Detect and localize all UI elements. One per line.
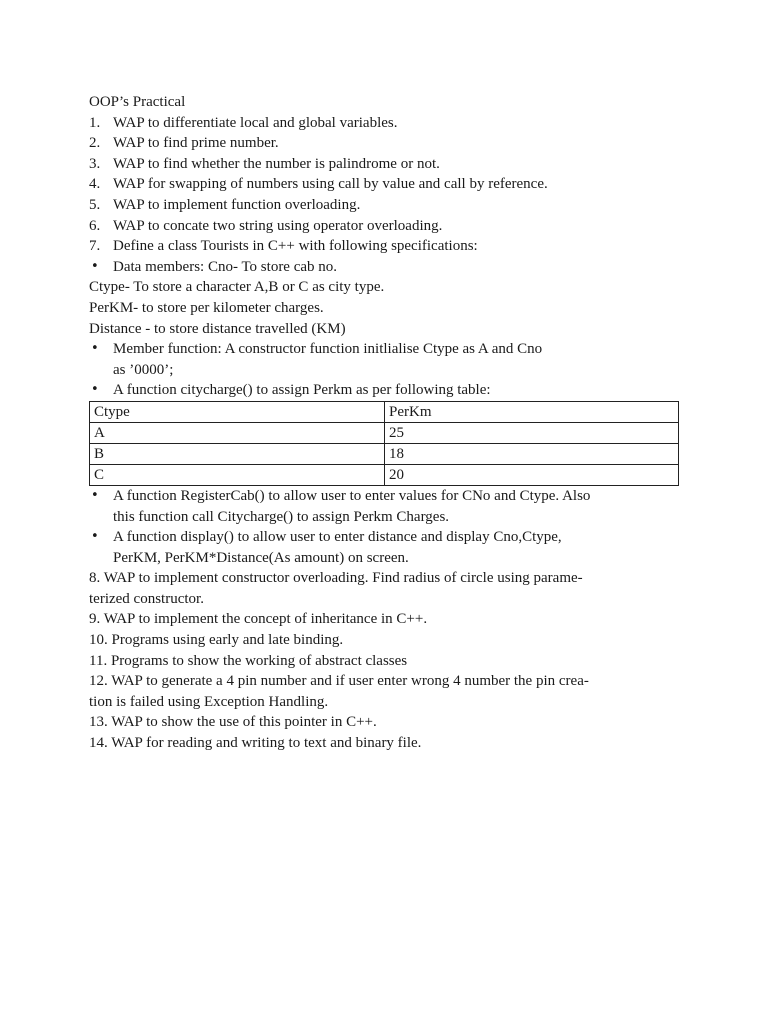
- bullet-item-data-members: [89, 257, 689, 278]
- bullet-icon: •: [91, 529, 99, 545]
- bullet-text-line: PerKM, PerKM*Distance(As amount) on screen.: [113, 549, 409, 566]
- item-number: 1.: [89, 114, 101, 131]
- table-cell: B: [90, 443, 385, 464]
- table-cell: 25: [385, 422, 679, 443]
- practical-line: 9. WAP to implement the concept of inheritance in C++.: [89, 611, 428, 628]
- practical-line: 11. Programs to show the working of abstract classes: [89, 652, 408, 669]
- document-page: [89, 92, 689, 754]
- practical-line: 14. WAP for reading and writing to text and binary file.: [89, 735, 422, 752]
- practical-line: 13. WAP to show the use of this pointer in C++.: [89, 714, 377, 731]
- item-text: Define a class Tourists in C++ with following specifications:: [113, 238, 478, 255]
- item-text: WAP to find prime number.: [113, 135, 279, 152]
- practical-line: 12. WAP to generate a 4 pin number and if user enter wrong 4 number the pin crea-: [89, 673, 589, 690]
- data-member-line: Distance - to store distance travelled (KM): [89, 320, 346, 337]
- bullet-text: [113, 339, 689, 380]
- bullet-text-line: Member function: A constructor function initlialise Ctype as A and Cno: [113, 341, 543, 358]
- item-number: 2.: [89, 135, 101, 152]
- table-header-row: [90, 401, 679, 422]
- item-text: WAP to differentiate local and global variables.: [113, 114, 398, 131]
- item-number: 6.: [89, 217, 101, 234]
- bullet-item-member-function: [89, 339, 689, 380]
- perkm-table: [89, 401, 679, 486]
- bullet-text: [113, 486, 689, 527]
- bullet-icon: •: [91, 341, 99, 357]
- practical-line: 8. WAP to implement constructor overloading. Find radius of circle using parame-: [89, 570, 583, 587]
- list-item: [89, 195, 689, 216]
- bullet-icon: •: [91, 258, 99, 274]
- table-header-cell: PerKm: [385, 401, 679, 422]
- table-cell: 20: [385, 464, 679, 485]
- item-text: WAP to implement function overloading.: [113, 196, 361, 213]
- item-text: WAP to find whether the number is palindrome or not.: [113, 155, 440, 172]
- table-row: [90, 443, 679, 464]
- list-item: [89, 174, 689, 195]
- bullet-item-registercab: [89, 486, 689, 527]
- data-member-line: PerKM- to store per kilometer charges.: [89, 299, 324, 316]
- bullet-item-display: [89, 527, 689, 568]
- document-title: OOP’s Practical: [89, 94, 186, 110]
- table-cell: C: [90, 464, 385, 485]
- practical-line: tion is failed using Exception Handling.: [89, 693, 329, 710]
- table-header-cell: Ctype: [90, 401, 385, 422]
- list-item: [89, 216, 689, 237]
- data-member-line: Ctype- To store a character A,B or C as city type.: [89, 279, 385, 296]
- item-text: WAP for swapping of numbers using call by value and call by reference.: [113, 176, 548, 193]
- bullet-text: [113, 527, 689, 568]
- bullet-text: A function citycharge() to assign Perkm as per following table:: [113, 382, 491, 399]
- bullet-text-line: A function RegisterCab() to allow user to enter values for CNo and Ctype. Also: [113, 487, 591, 504]
- list-item: [89, 133, 689, 154]
- item-number: 4.: [89, 176, 101, 193]
- item-number: 5.: [89, 196, 101, 213]
- table-row: [90, 464, 679, 485]
- item-number: 7.: [89, 238, 101, 255]
- list-item: [89, 236, 689, 257]
- table-row: [90, 422, 679, 443]
- practical-line: terized constructor.: [89, 590, 204, 607]
- bullet-item-citycharge: [89, 380, 689, 401]
- bullet-text-line: this function call Citycharge() to assign Perkm Charges.: [113, 508, 450, 525]
- item-text: WAP to concate two string using operator overloading.: [113, 217, 443, 234]
- bullet-text-line: as ’0000’;: [113, 361, 174, 378]
- list-item: [89, 113, 689, 134]
- table-cell: 18: [385, 443, 679, 464]
- bullet-text: Data members: Cno- To store cab no.: [113, 258, 338, 275]
- practical-line: 10. Programs using early and late binding.: [89, 632, 344, 649]
- bullet-icon: •: [91, 382, 99, 398]
- item-number: 3.: [89, 155, 101, 172]
- bullet-text-line: A function display() to allow user to enter distance and display Cno,Ctype,: [113, 529, 562, 546]
- table-cell: A: [90, 422, 385, 443]
- list-item: [89, 154, 689, 175]
- bullet-icon: •: [91, 487, 99, 503]
